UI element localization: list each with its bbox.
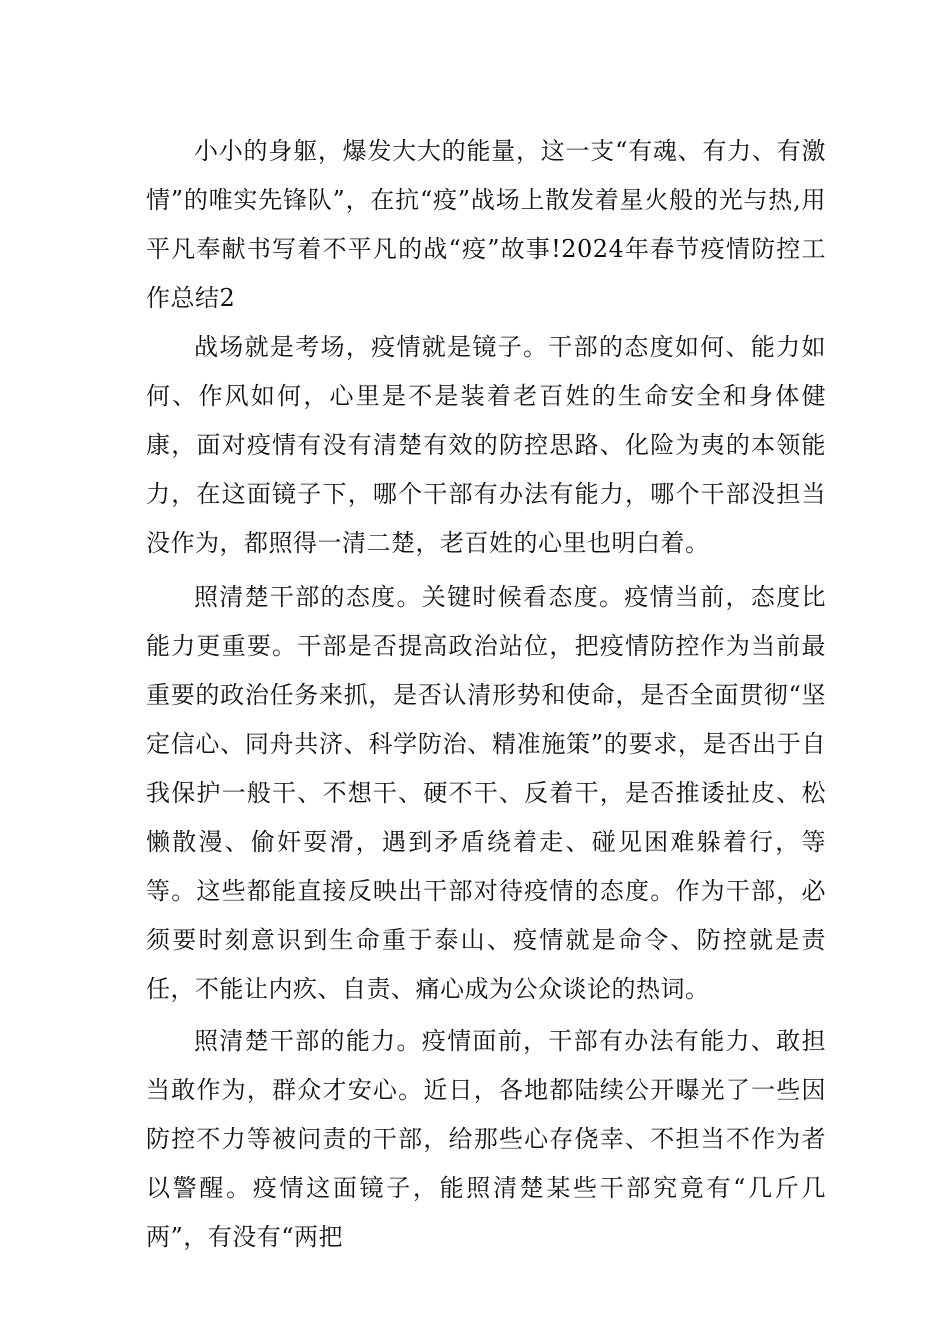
paragraph-1: 小小的身躯，爆发大大的能量，这一支“有魂、有力、有激情”的唯实先锋队”，在抗“疫”战场上散发着星火般的光与热,用平凡奉献书写着不平凡的战“疫”故事!2024年春节疫情防控工作总结2	[146, 137, 826, 312]
paragraph-2: 战场就是考场，疫情就是镜子。干部的态度如何、能力如何、作风如何，心里是不是装着老百姓的生命安全和身体健康，面对疫情有没有清楚有效的防控思路、化险为夷的本领能力，在这面镜子下，哪个干部有办法有能力，哪个干部没担当没作为，都照得一清二楚，老百姓的心里也明白着。	[146, 333, 826, 557]
paragraph-3: 照清楚干部的态度。关键时候看态度。疫情当前，态度比能力更重要。干部是否提高政治站位，把疫情防控作为当前最重要的政治任务来抓，是否认清形势和使命，是否全面贯彻“坚定信心、同舟共济、科学防治、精准施策”的要求，是否出于自我保护一般干、不想干、硬不干、反着干，是否推诿扯皮、松懒散漫、偷奸耍滑，遇到矛盾绕着走、碰见困难躲着行，等等。这些都能直接反映出干部对待疫情的态度。作为干部，必须要时刻意识到生命重于泰山、疫情就是命令、防控就是责任，不能让内疚、自责、痛心成为公众谈论的热词。	[146, 583, 826, 1003]
paragraph-4: 照清楚干部的能力。疫情面前，干部有办法有能力、敢担当敢作为，群众才安心。近日，各地都陆续公开曝光了一些因防控不力等被问责的干部，给那些心存侥幸、不担当不作为者以警醒。疫情这面镜子，能照清楚某些干部究竟有“几斤几两”，有没有“两把	[146, 1027, 826, 1251]
